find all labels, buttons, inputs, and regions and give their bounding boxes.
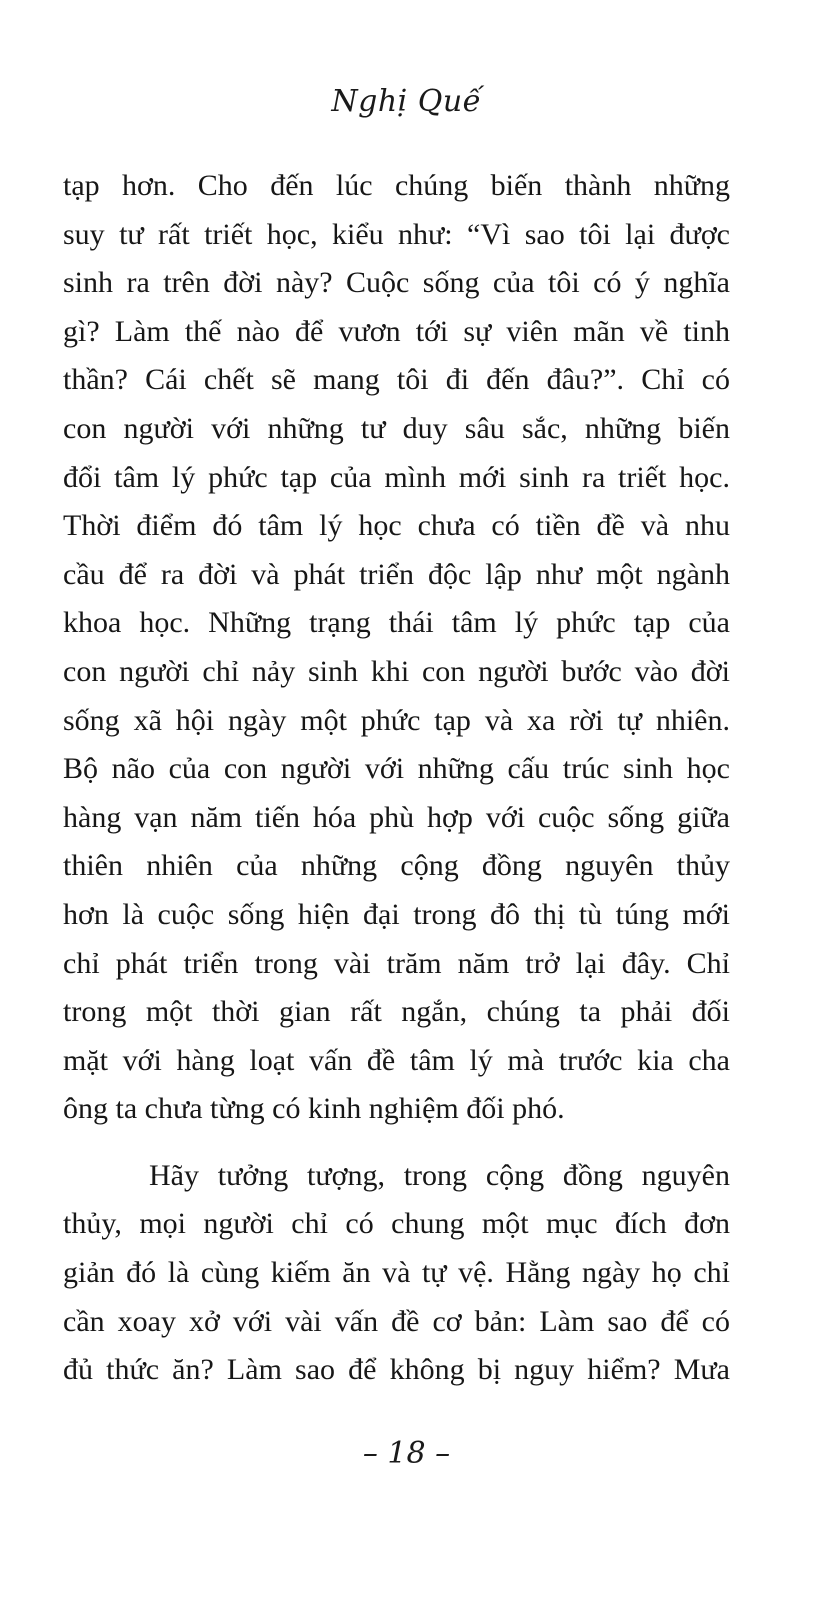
text-line: cầu để ra đời và phát triển độc lập như một ngành xyxy=(63,557,730,591)
text-line: ông ta chưa từng có kinh nghiệm đối phó. xyxy=(63,1092,565,1126)
text-line: Hãy tưởng tượng, trong cộng đồng nguyên xyxy=(149,1158,730,1192)
running-header-author: Nghị Quế xyxy=(331,84,482,119)
text-line: đổi tâm lý phức tạp của mình mới sinh ra triết học. xyxy=(63,460,730,494)
text-line: Thời điểm đó tâm lý học chưa có tiền đề và nhu xyxy=(63,509,730,543)
text-line: tạp hơn. Cho đến lúc chúng biến thành những xyxy=(63,169,730,202)
text-line: sinh ra trên đời này? Cuộc sống của tôi có ý nghĩa xyxy=(63,266,730,300)
text-line: cần xoay xở với vài vấn đề cơ bản: Làm sao để có xyxy=(63,1304,730,1338)
text-line: thần? Cái chết sẽ mang tôi đi đến đâu?”. Chỉ có xyxy=(63,363,730,397)
text-line: suy tư rất triết học, kiểu như: “Vì sao tôi lại được xyxy=(63,217,730,251)
text-line: hơn là cuộc sống hiện đại trong đô thị tù túng mới xyxy=(63,897,730,931)
body-text xyxy=(63,162,730,1395)
text-line: sống xã hội ngày một phức tạp và xa rời tự nhiên. xyxy=(63,703,730,737)
text-line: con người chỉ nảy sinh khi con người bước vào đời xyxy=(63,654,730,688)
page-number: – 18 – xyxy=(362,1436,451,1471)
paragraph-1 xyxy=(63,162,730,1134)
text-line: Bộ não của con người với những cấu trúc sinh học xyxy=(63,752,730,786)
text-line: đủ thức ăn? Làm sao để không bị nguy hiểm? Mưa xyxy=(63,1353,730,1387)
paragraph-2 xyxy=(63,1152,730,1395)
text-line: trong một thời gian rất ngắn, chúng ta phải đối xyxy=(63,995,730,1029)
text-line: con người với những tư duy sâu sắc, những biến xyxy=(63,411,730,445)
text-line: mặt với hàng loạt vấn đề tâm lý mà trước kia cha xyxy=(63,1043,730,1077)
text-line: giản đó là cùng kiếm ăn và tự vệ. Hằng ngày họ chỉ xyxy=(63,1256,730,1290)
text-line: hàng vạn năm tiến hóa phù hợp với cuộc sống giữa xyxy=(63,800,730,834)
text-line: thiên nhiên của những cộng đồng nguyên thủy xyxy=(63,849,730,883)
text-line: thủy, mọi người chỉ có chung một mục đích đơn xyxy=(63,1207,730,1241)
text-line: khoa học. Những trạng thái tâm lý phức tạp của xyxy=(63,606,730,640)
text-line: chỉ phát triển trong vài trăm năm trở lại đây. Chỉ xyxy=(63,946,730,980)
text-line: gì? Làm thế nào để vươn tới sự viên mãn về tinh xyxy=(63,314,730,348)
